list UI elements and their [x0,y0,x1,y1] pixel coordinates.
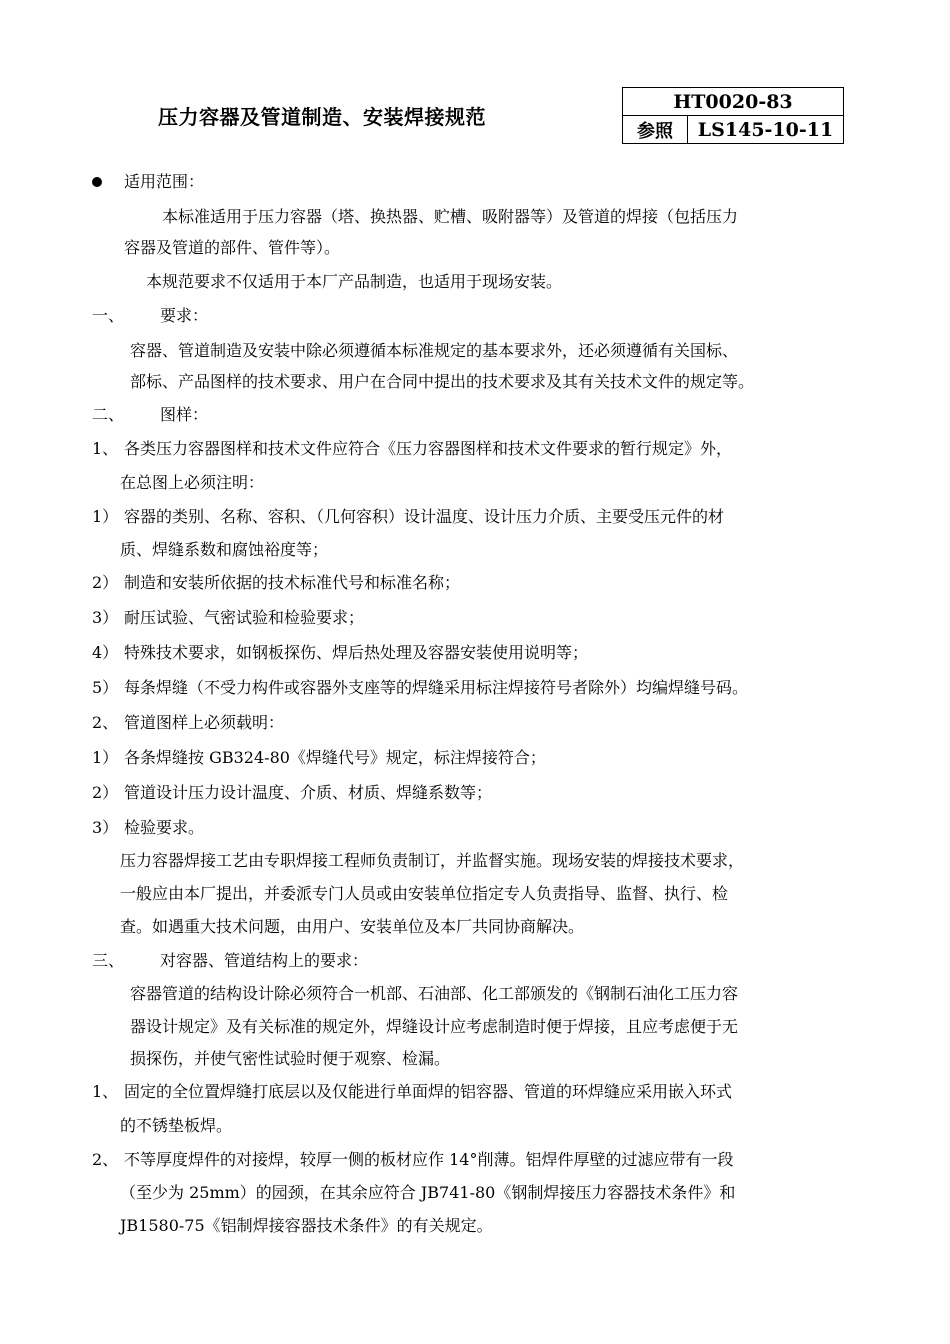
scope-heading: 适用范围： [124,172,205,191]
scope-paragraph-line: 容器及管道的部件、管件等）。 [124,238,341,257]
list-item: 制造和安装所依据的技术标准代号和标准名称； [124,573,461,592]
paragraph-line: 容器管道的结构设计除必须符合一机部、石油部、化工部颁发的《钢制石油化工压力容 [130,984,739,1003]
document-code-box [622,87,844,144]
item-number: 1） [92,507,119,526]
scope-paragraph: 本规范要求不仅适用于本厂产品制造，也适用于现场安装。 [146,272,563,291]
item-number: 4） [92,643,119,662]
section-heading: 要求： [160,306,209,325]
reference-label: 参照 [623,116,688,144]
paragraph-line: 器设计规定》及有关标准的规定外，焊缝设计应考虑制造时便于焊接，且应考虑便于无 [130,1017,739,1036]
paragraph-line: 损探伤，并使气密性试验时便于观察、检漏。 [130,1049,451,1068]
item-number: 3） [92,608,119,627]
paragraph-line: 压力容器焊接工艺由专职焊接工程师负责制订，并监督实施。现场安装的焊接技术要求， [120,851,745,870]
list-item-continuation: （至少为 25mm）的园颈，在其余应符合 JB741-80《钢制焊接压力容器技术条件》和 [120,1183,736,1202]
item-number: 1、 [92,439,119,458]
list-item: 管道设计压力设计温度、介质、材质、焊缝系数等； [124,783,493,802]
document-code: HT0020-83 [623,88,844,116]
list-item: 各类压力容器图样和技术文件应符合《压力容器图样和技术文件要求的暂行规定》外， [124,439,733,458]
list-item: 特殊技术要求，如钢板探伤、焊后热处理及容器安装使用说明等； [124,643,589,662]
list-item: 管道图样上必须载明： [124,713,285,732]
section-number: 二、 [92,405,125,424]
list-item-continuation: 质、焊缝系数和腐蚀裕度等； [120,540,329,559]
list-item: 耐压试验、气密试验和检验要求； [124,608,365,627]
item-number: 3） [92,818,119,837]
paragraph-line: 容器、管道制造及安装中除必须遵循本标准规定的基本要求外，还必须遵循有关国标、 [130,341,739,360]
scope-paragraph-line: 本标准适用于压力容器（塔、换热器、贮槽、吸附器等）及管道的焊接（包括压力 [162,207,739,226]
paragraph-line: 部标、产品图样的技术要求、用户在合同中提出的技术要求及其有关技术文件的规定等。 [130,372,755,391]
document-title: 压力容器及管道制造、安装焊接规范 [158,105,486,129]
list-item: 固定的全位置焊缝打底层以及仅能进行单面焊的铝容器、管道的环焊缝应采用嵌入环式 [124,1082,733,1101]
list-item: 检验要求。 [124,818,205,837]
item-number: 2、 [92,1150,119,1169]
reference-code: LS145-10-11 [688,116,844,144]
item-number: 5） [92,678,119,697]
section-number: 三、 [92,951,125,970]
list-item: 每条焊缝（不受力构件或容器外支座等的焊缝采用标注焊接符号者除外）均编焊缝号码。 [124,678,749,697]
list-item-continuation: JB1580-75《铝制焊接容器技术条件》的有关规定。 [120,1216,493,1235]
item-number: 1、 [92,1082,119,1101]
list-item: 各条焊缝按 GB324-80《焊缝代号》规定，标注焊接符合； [124,748,546,767]
item-number: 2） [92,573,119,592]
list-item: 不等厚度焊件的对接焊，较厚一侧的板材应作 14°削薄。铝焊件厚壁的过滤应带有一段 [124,1150,734,1169]
paragraph-line: 查。如遇重大技术问题，由用户、安装单位及本厂共同协商解决。 [120,917,585,936]
section-heading: 对容器、管道结构上的要求： [160,951,369,970]
section-heading: 图样： [160,405,209,424]
paragraph-line: 一般应由本厂提出，并委派专门人员或由安装单位指定专人负责指导、监督、执行、检 [120,884,729,903]
item-number: 2） [92,783,119,802]
item-number: 2、 [92,713,119,732]
list-item-continuation: 的不锈垫板焊。 [120,1116,233,1135]
section-number: 一、 [92,306,125,325]
list-item: 容器的类别、名称、容积、（几何容积）设计温度、设计压力介质、主要受压元件的材 [124,507,725,526]
list-item-continuation: 在总图上必须注明： [120,473,265,492]
item-number: 1） [92,748,119,767]
bullet-icon [92,177,102,187]
